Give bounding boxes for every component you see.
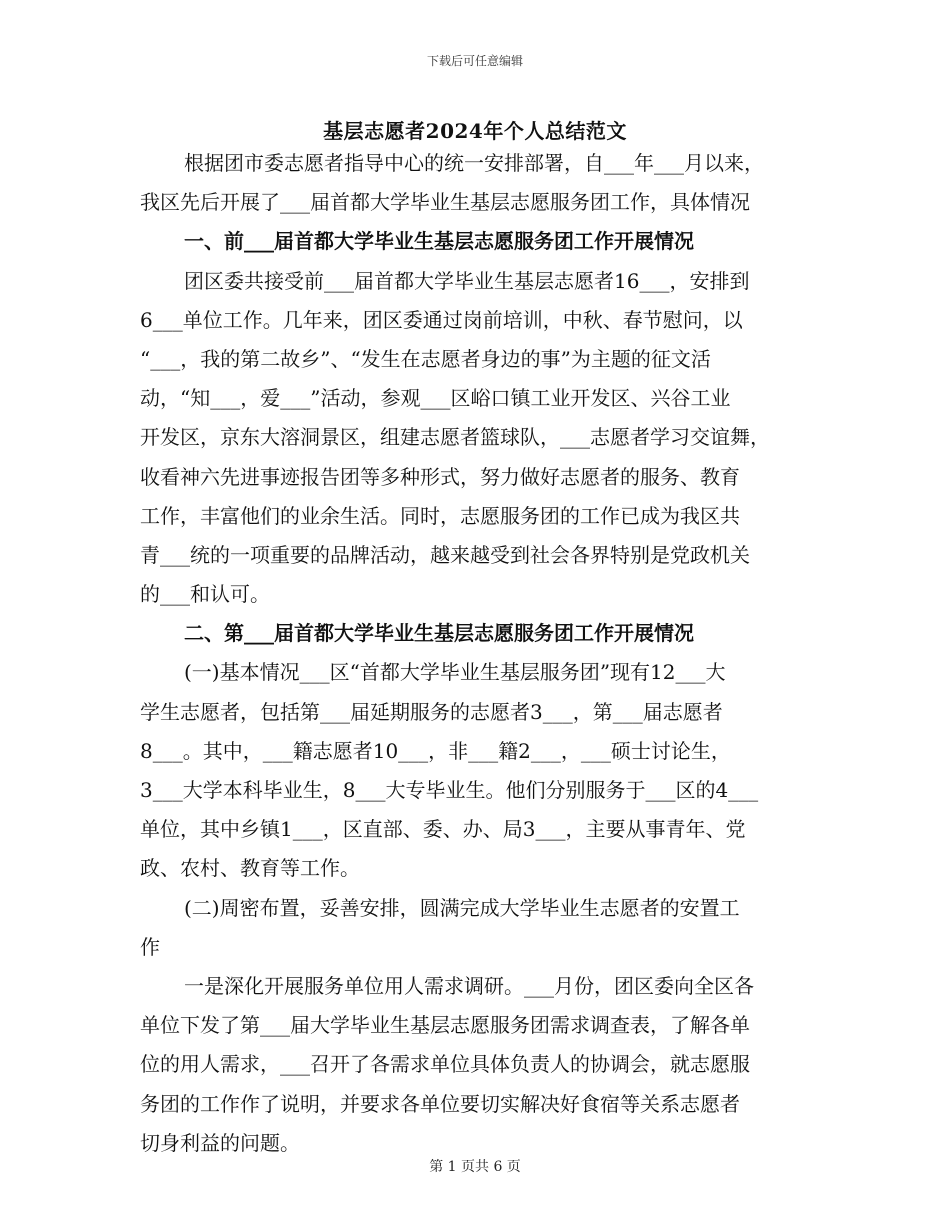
paragraph-line: 动，“知___，爱___”活动，参观___区峪口镇工业开发区、兴谷工业 [140,386,731,411]
paragraph-line: “___，我的第二故乡”、“发生在志愿者身边的事”为主题的征文活 [140,346,711,371]
paragraph-line: 收看神六先进事迹报告团等多种形式，努力做好志愿者的服务、教育 [140,464,740,489]
paragraph-line: 务团的工作作了说明，并要求各单位要切实解决好食宿等关系志愿者 [140,1091,740,1116]
paragraph-line: 6___单位工作。几年来，团区委通过岗前培训，中秋、春节慰问，以 [140,307,743,332]
paragraph-line: 根据团市委志愿者指导中心的统一安排部署，自___年___月以来， [184,151,764,175]
section-heading: 一、前___届首都大学毕业生基层志愿服务团工作开展情况 [184,229,694,254]
document-body [140,144,820,1163]
paragraph-line: 工作，丰富他们的业余生活。同时，志愿服务团的工作已成为我区共 [140,503,740,528]
page-header: 下载后可任意编辑 [426,54,523,68]
paragraph-line: 一是深化开展服务单位用人需求调研。___月份，团区委向全区各 [184,973,754,998]
paragraph-line: 我区先后开展了___届首都大学毕业生基层志愿服务团工作，具体情况 [140,190,750,215]
paragraph-line: 3___大学本科毕业生，8___大专毕业生。他们分别服务于___区的4___ [140,778,759,802]
paragraph-line: (二)周密布置，妥善安排，圆满完成大学毕业生志愿者的安置工 [184,895,740,920]
section-heading: 二、第___届首都大学毕业生基层志愿服务团工作开展情况 [184,621,694,646]
paragraph-line: 青___统的一项重要的品牌活动，越来越受到社会各界特别是党政机关 [140,542,750,567]
paragraph-line: 切身利益的问题。 [140,1130,300,1155]
page-footer: 第 1 页共 6 页 [429,1159,521,1175]
paragraph-line: (一)基本情况___区“首都大学毕业生基层服务团”现有12___大 [184,660,726,685]
paragraph-line: 开发区，京东大溶洞景区，组建志愿者篮球队，___志愿者学习交谊舞， [140,425,770,450]
paragraph-line: 学生志愿者，包括第___届延期服务的志愿者3___，第___届志愿者 [140,699,723,724]
document-title: 基层志愿者2024年个人总结范文 [323,119,627,143]
paragraph-line: 政、农村、教育等工作。 [140,856,360,881]
paragraph-line: 团区委共接受前___届首都大学毕业生基层志愿者16___，安排到 [184,268,750,293]
paragraph-line: 单位下发了第___届大学毕业生基层志愿服务团需求调查表，了解各单 [140,1013,750,1038]
paragraph-line: 位的用人需求，___召开了各需求单位具体负责人的协调会，就志愿服 [140,1052,750,1077]
paragraph-line: 8___。其中，___籍志愿者10___，非___籍2___，___硕士讨论生， [140,738,731,763]
paragraph-line: 单位，其中乡镇1___，区直部、委、办、局3___，主要从事青年、党 [140,817,746,842]
paragraph-line: 的___和认可。 [140,582,270,607]
paragraph-line: 作 [140,934,160,959]
